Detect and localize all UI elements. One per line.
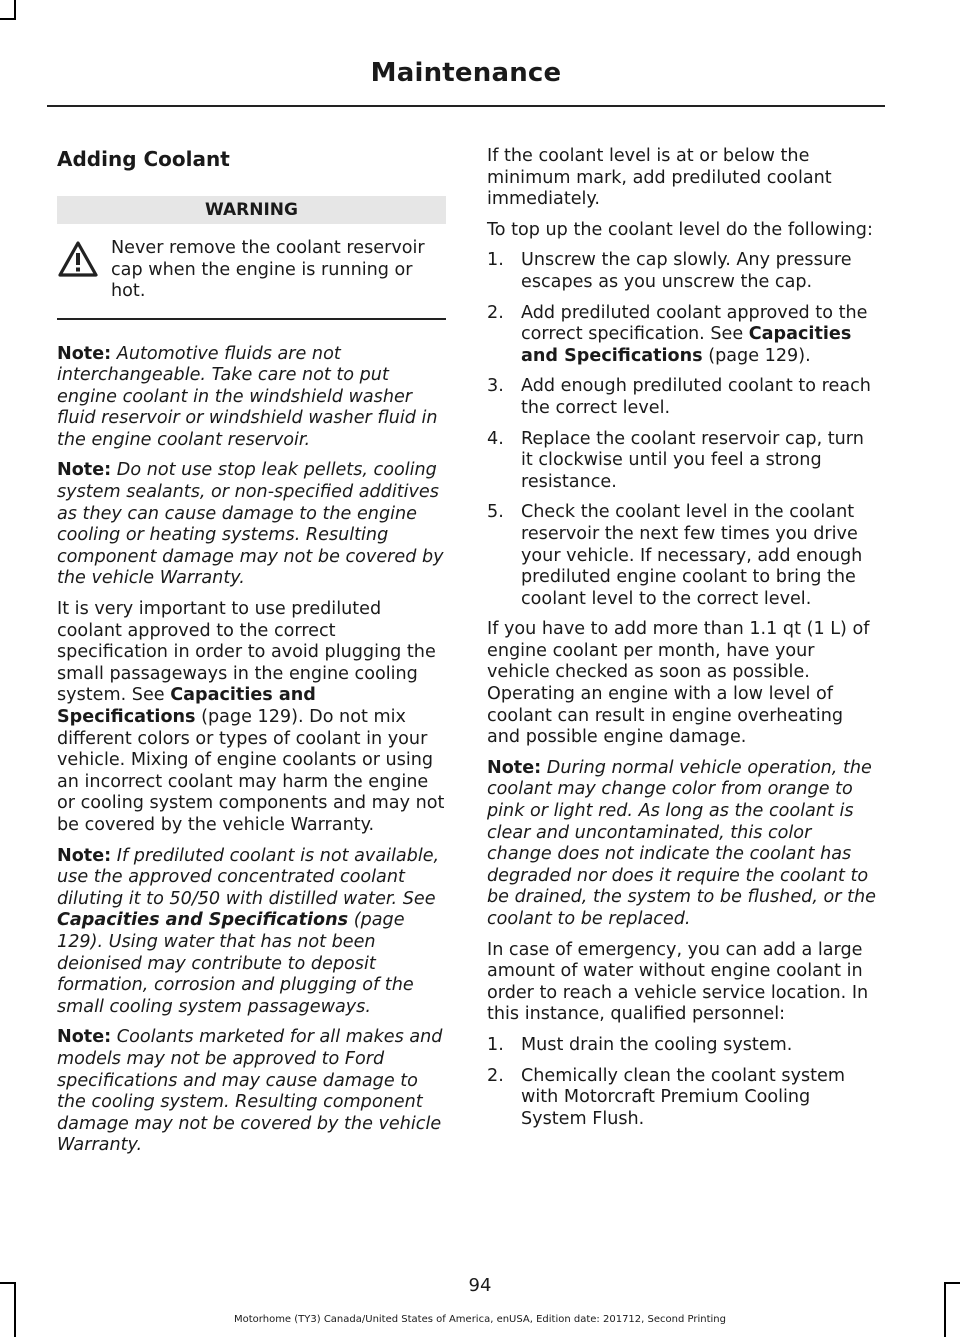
list-item	[487, 303, 880, 368]
step-text: Replace the coolant reservoir cap, turn it clockwise until you feel a strong resistance.	[521, 428, 864, 492]
note-paragraph	[57, 344, 446, 452]
body-paragraph: In case of emergency, you can add a large amount of water without engine coolant in order to reach a vehicle service location. In this instance, qualified personnel:	[487, 939, 869, 1025]
warning-divider	[57, 318, 446, 320]
step-number: 3.	[487, 376, 504, 397]
step-text: Add enough prediluted coolant to reach the correct level.	[521, 376, 871, 418]
warning-text: Never remove the coolant reservoir cap when the engine is running or hot.	[111, 238, 425, 302]
body-paragraph: If the coolant level is at or below the minimum mark, add prediluted coolant immediately.	[487, 146, 832, 210]
step-number: 2.	[487, 1065, 504, 1086]
warning-triangle-icon	[57, 240, 99, 278]
note-paragraph	[57, 1027, 446, 1157]
cross-reference-link[interactable]: Capacities and Specifications	[57, 910, 349, 931]
header-divider	[47, 105, 885, 107]
step-number: 4.	[487, 428, 504, 449]
page-number: 94	[468, 1275, 492, 1296]
note-text: If prediluted coolant is not available, use the approved concentrated coolant diluting it to 50/50 with distilled water. See	[57, 845, 440, 909]
step-text: Unscrew the cap slowly. Any pressure escapes as you unscrew the cap.	[521, 250, 852, 292]
page-title: Maintenance	[370, 58, 562, 88]
note-label: Note:	[57, 845, 112, 866]
list-item	[487, 250, 880, 293]
step-text: Chemically clean the coolant system with Motorcraft Premium Cooling System Flush.	[521, 1065, 846, 1129]
list-item	[487, 502, 880, 610]
body-text: It is very important to use prediluted coolant approved to the correct specification in order to avoid plugging the small passageways in the engine cooling system. See	[57, 599, 436, 706]
body-text: (page 129). Do not mix different colors or types of coolant in your vehicle. Mixing of engine coolants or using an incorrect coolant may harm the engine or cooling system components and may not be covered by the vehicle Warranty.	[57, 707, 445, 835]
note-label: Note:	[57, 343, 112, 364]
note-paragraph	[57, 460, 446, 590]
step-number: 1.	[487, 250, 504, 271]
warning-body	[57, 238, 446, 304]
emergency-steps-list	[487, 1035, 880, 1130]
step-number: 2.	[487, 302, 504, 323]
note-paragraph	[57, 846, 446, 1019]
list-item	[487, 376, 880, 419]
step-text: Add prediluted coolant approved to the correct specification. See	[521, 302, 868, 345]
list-item	[487, 1035, 880, 1057]
cross-reference-link[interactable]: Capacities and Specifications	[57, 685, 316, 727]
crop-mark	[14, 0, 16, 20]
body-paragraph: To top up the coolant level do the following:	[487, 219, 873, 240]
note-label: Note:	[57, 460, 112, 481]
warning-heading: WARNING	[57, 196, 446, 224]
right-column	[487, 146, 880, 1139]
crop-mark	[0, 18, 16, 20]
note-paragraph	[487, 758, 880, 931]
body-paragraph	[57, 599, 446, 837]
step-number: 5.	[487, 502, 504, 523]
footer-edition-text: Motorhome (TY3) Canada/United States of America, enUSA, Edition date: 201712, Second Printing	[234, 1314, 726, 1325]
step-text: Must drain the cooling system.	[521, 1034, 793, 1055]
note-text: Automotive fluids are not interchangeable. Take care not to put engine coolant in the windshield washer fluid reservoir or windshield washer fluid in the engine coolant reservoir.	[57, 343, 438, 450]
note-text: (page 129). Using water that has not been deionised may contribute to deposit formation, corrosion and plugging of the small cooling system passageways.	[57, 910, 414, 1017]
cross-reference-link[interactable]: Capacities and Specifications	[521, 324, 852, 366]
note-label: Note:	[487, 757, 542, 778]
list-item	[487, 1066, 880, 1131]
note-text: Coolants marketed for all makes and models may not be approved to Ford specifications and may cause damage to the cooling system. Resulting component damage may not be covered by the vehicle Warranty.	[57, 1027, 443, 1156]
step-text: Check the coolant level in the coolant reservoir the next few times you drive your vehicle. If necessary, add enough prediluted engine coolant to bring the coolant level to the correct level.	[521, 502, 863, 609]
note-label: Note:	[57, 1027, 112, 1048]
section-title: Adding Coolant	[57, 147, 230, 171]
note-text: Do not use stop leak pellets, cooling system sealants, or non-specified additives as they can cause damage to the engine cooling or heating systems. Resulting component damage may not be covered by the vehicle Warranty.	[57, 460, 444, 589]
step-text: (page 129).	[702, 345, 811, 366]
steps-list	[487, 250, 880, 610]
note-text: During normal vehicle operation, the coolant may change color from orange to pink or light red. As long as the coolant is clear and uncontaminated, this color change does not indicate the coolant has degraded nor does it require the coolant to be drained, the system to be flushed, or the coolant to be replaced.	[487, 757, 876, 929]
list-item	[487, 429, 880, 494]
body-paragraph: If you have to add more than 1.1 qt (1 L) of engine coolant per month, have your vehicle checked as soon as possible. Operating an engine with a low level of coolant can result in engine overheating and possible engine damage.	[487, 619, 870, 748]
warning-box	[57, 196, 446, 320]
step-number: 1.	[487, 1034, 504, 1055]
left-column	[57, 146, 446, 1166]
